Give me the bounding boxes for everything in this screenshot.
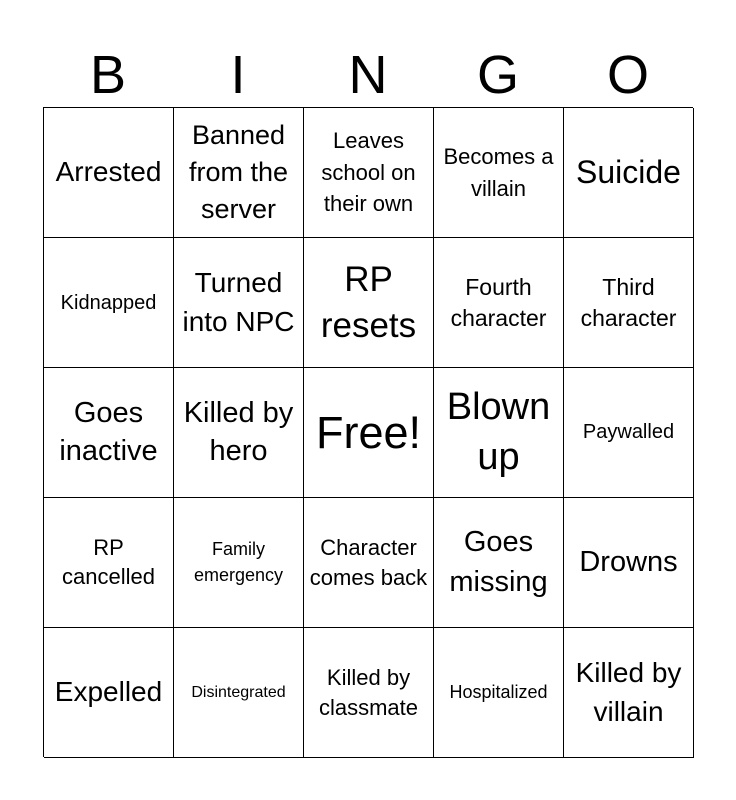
cell-label: Disintegrated — [191, 683, 286, 701]
cell-label: Arrested — [55, 156, 162, 188]
cell-label: Becomes a villain — [443, 143, 554, 201]
free-space[interactable] — [304, 368, 434, 498]
bingo-cell[interactable] — [304, 108, 434, 238]
cell-label: Killed by hero — [183, 396, 294, 467]
bingo-cell[interactable] — [304, 498, 434, 628]
cell-label: Kidnapped — [60, 291, 157, 314]
bingo-cell[interactable] — [564, 108, 694, 238]
bingo-cell[interactable] — [44, 108, 174, 238]
cell-label: Leaves school on their own — [321, 128, 416, 217]
bingo-cell[interactable] — [434, 108, 564, 238]
bingo-board — [43, 107, 693, 757]
bingo-cell[interactable] — [304, 238, 434, 368]
bingo-cell[interactable] — [564, 498, 694, 628]
cell-label: Drowns — [579, 545, 678, 578]
bingo-cell[interactable] — [434, 628, 564, 758]
bingo-cell[interactable] — [174, 368, 304, 498]
cell-label: RP cancelled — [62, 534, 155, 589]
bingo-cell[interactable] — [174, 498, 304, 628]
bingo-cell[interactable] — [434, 238, 564, 368]
bingo-header — [43, 42, 693, 108]
cell-label: Suicide — [576, 154, 681, 191]
header-letter-g: G — [476, 45, 519, 105]
bingo-cell[interactable] — [174, 108, 304, 238]
bingo-cell[interactable] — [434, 368, 564, 498]
bingo-cell[interactable] — [434, 498, 564, 628]
cell-label: Killed by classmate — [318, 665, 419, 720]
header-letter-b: B — [89, 45, 127, 105]
bingo-cell[interactable] — [44, 628, 174, 758]
cell-label: Paywalled — [582, 421, 675, 443]
cell-label: Blown up — [446, 386, 551, 478]
cell-label: Family emergency — [193, 539, 284, 585]
free-space-label: Free! — [315, 406, 422, 458]
cell-label: Expelled — [54, 676, 163, 708]
bingo-cell[interactable] — [44, 368, 174, 498]
cell-label: Hospitalized — [449, 682, 548, 702]
cell-label: Fourth character — [450, 273, 547, 331]
cell-label: RP resets — [320, 260, 417, 345]
bingo-cell[interactable] — [174, 238, 304, 368]
cell-label: Banned from the server — [188, 120, 289, 224]
bingo-cell[interactable] — [44, 498, 174, 628]
bingo-cell[interactable] — [564, 628, 694, 758]
cell-label: Third character — [580, 273, 677, 331]
header-letter-o: O — [606, 45, 649, 105]
header-letter-n: N — [348, 45, 388, 105]
cell-label: Turned into NPC — [182, 267, 295, 337]
cell-label: Goes missing — [449, 526, 548, 598]
cell-label: Killed by villain — [575, 657, 682, 727]
bingo-cell[interactable] — [174, 628, 304, 758]
bingo-cell[interactable] — [564, 238, 694, 368]
cell-label: Character comes back — [309, 534, 428, 590]
bingo-cell[interactable] — [304, 628, 434, 758]
cell-label: Goes inactive — [59, 396, 158, 467]
header-letter-i: I — [230, 45, 246, 105]
bingo-cell[interactable] — [44, 238, 174, 368]
bingo-cell[interactable] — [564, 368, 694, 498]
